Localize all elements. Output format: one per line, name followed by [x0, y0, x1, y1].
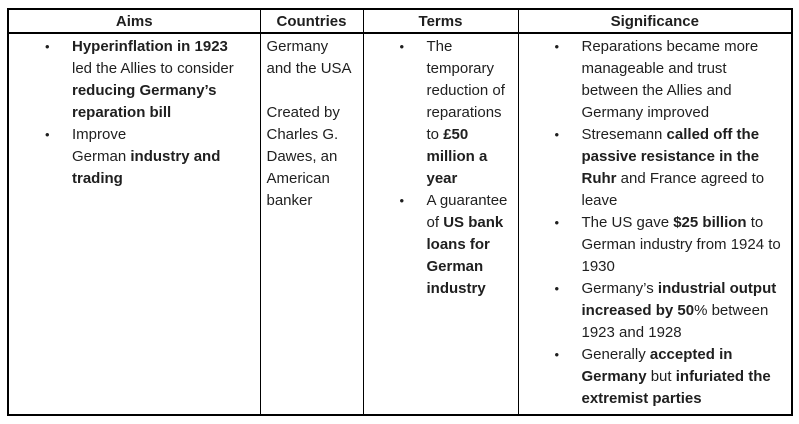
list-item-text	[582, 212, 786, 278]
list-item	[15, 124, 246, 190]
bullet-icon: •	[554, 215, 560, 230]
list-item-text	[582, 124, 786, 212]
text-run: to German industry from 1924 to 1930	[581, 214, 781, 275]
cell-countries	[260, 33, 363, 415]
text-run: Created by Charles G. Dawes, an American banker	[266, 104, 340, 209]
bold-text-run: accepted in Germany	[581, 346, 733, 385]
bullet-icon: •	[554, 281, 560, 296]
bullet-icon: •	[399, 193, 405, 208]
text-run: The US gave	[581, 214, 674, 231]
table-row	[8, 33, 792, 415]
bold-text-run: Hyperinflation in 1923	[72, 38, 228, 55]
table-body	[8, 33, 792, 415]
column-header-terms: Terms	[363, 9, 518, 33]
text-run: and France agreed to leave	[581, 170, 765, 209]
list-item-text	[582, 278, 786, 344]
column-header-aims: Aims	[8, 9, 260, 33]
text-run: Germany and the USA	[266, 38, 352, 77]
text-run: Stresemann	[581, 126, 667, 143]
text-run: % between 1923 and 1928	[581, 302, 769, 341]
list-item	[15, 36, 246, 124]
list-item	[525, 36, 786, 124]
bold-text-run: industry and trading	[72, 148, 221, 187]
cell-terms	[363, 33, 518, 415]
list-item-text	[582, 344, 786, 410]
text-run: Germany’s	[581, 280, 658, 297]
bullet-icon: •	[45, 127, 50, 142]
list-item-text	[72, 124, 246, 190]
paragraph	[267, 102, 357, 212]
list-item-text	[427, 190, 512, 300]
dawes-plan-table	[7, 8, 793, 416]
bullet-icon: •	[399, 39, 405, 54]
text-run: Reparations became more manageable and trust between the Allies and Germany improved	[581, 38, 759, 121]
text-run: The temporary reduction of reparations to	[426, 38, 505, 143]
bold-text-run: reducing Germany’s reparation bill	[72, 82, 217, 121]
text-run: but	[646, 368, 676, 385]
text-run: led the Allies to consider	[72, 60, 234, 77]
bold-text-run: called off the passive resistance in the Ruhr	[581, 126, 760, 187]
text-run: Generally	[581, 346, 650, 363]
list-item	[525, 212, 786, 278]
header-row	[8, 9, 792, 33]
bold-text-run: £50 million a year	[426, 126, 488, 187]
list-item	[525, 278, 786, 344]
blank-line	[267, 80, 357, 102]
column-header-significance: Significance	[518, 9, 792, 33]
bullet-icon: •	[554, 127, 560, 142]
list-item-text	[72, 36, 246, 124]
text-run: A guarantee of	[426, 192, 508, 231]
list-item	[525, 124, 786, 212]
text-run: Improve German	[72, 126, 131, 165]
list-item	[525, 344, 786, 410]
bullet-icon: •	[45, 39, 50, 54]
list-item-text	[582, 36, 786, 124]
list-item-text	[427, 36, 512, 190]
paragraph	[267, 36, 357, 80]
bold-text-run: industrial output increased by 50	[581, 280, 777, 319]
column-header-countries: Countries	[260, 9, 363, 33]
bullet-icon: •	[554, 347, 560, 362]
bullet-icon: •	[554, 39, 560, 54]
cell-aims	[8, 33, 260, 415]
table-header-row	[8, 9, 792, 33]
bold-text-run: infuriated the extremist parties	[581, 368, 771, 407]
list-item	[370, 36, 512, 190]
list-item	[370, 190, 512, 300]
cell-significance	[518, 33, 792, 415]
bold-text-run: $25 billion	[673, 214, 747, 231]
bold-text-run: US bank loans for German industry	[426, 214, 504, 297]
